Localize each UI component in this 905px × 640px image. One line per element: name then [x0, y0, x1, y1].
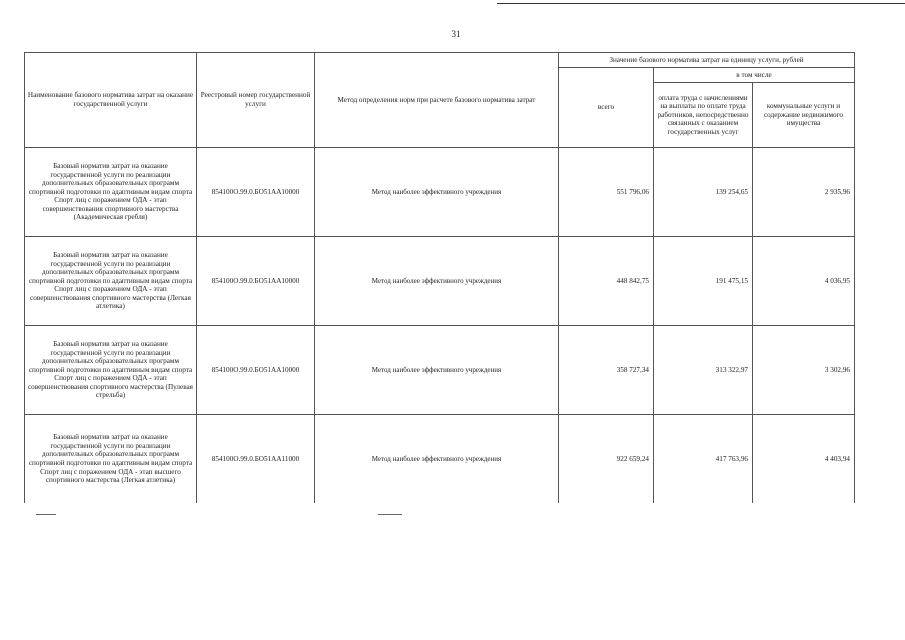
- row-reg-number: 854100О.99.0.БО51АА10000: [197, 326, 315, 415]
- row-labor: 417 763,96: [654, 415, 753, 504]
- row-total: 448 842,75: [559, 237, 654, 326]
- header-reg-number: Реестровый номер государственной услуги: [197, 53, 315, 148]
- row-labor: 313 322,97: [654, 326, 753, 415]
- row-name: Базовый норматив затрат на оказание государственной услуги по реализации дополнительных образовательных программ спортивной подготовки по адаптивным видам спорта Спорт лиц с поражением ОДА - этап совершенствования спортивного мастерства (Легкая атлетика): [25, 237, 197, 326]
- table-row: [25, 148, 855, 237]
- row-method: Метод наиболее эффективного учреждения: [315, 237, 559, 326]
- row-reg-number: 854100О.99.0.БО51АА11000: [197, 415, 315, 504]
- row-method: Метод наиболее эффективного учреждения: [315, 326, 559, 415]
- header-name: Наименование базового норматива затрат на оказание государственной услуги: [25, 53, 197, 148]
- row-reg-number: 854100О.99.0.БО51АА10000: [197, 237, 315, 326]
- scan-mark: [378, 514, 402, 515]
- top-rule: [497, 3, 905, 4]
- header-including: в том числе: [654, 68, 855, 83]
- header-total: всего: [559, 68, 654, 148]
- page-number: 31: [451, 29, 461, 39]
- header-labor: оплата труда с начислениями на выплаты по оплате труда работников, непосредственно связанных с оказанием государственных услуг: [654, 83, 753, 148]
- row-name: Базовый норматив затрат на оказание государственной услуги по реализации дополнительных образовательных программ спортивной подготовки по адаптивным видам спорта Спорт лиц с поражением ОДА - этап совершенствования спортивного мастерства (Пулевая стрельба): [25, 326, 197, 415]
- row-name: Базовый норматив затрат на оказание государственной услуги по реализации дополнительных образовательных программ спортивной подготовки по адаптивным видам спорта Спорт лиц с поражением ОДА - этап совершенствования спортивного мастерства (Академическая гребля): [25, 148, 197, 237]
- row-labor: 191 475,15: [654, 237, 753, 326]
- header-value-group: Значение базового норматива затрат на единицу услуги, рублей: [559, 53, 855, 68]
- row-total: 551 796,06: [559, 148, 654, 237]
- table-row: [25, 326, 855, 415]
- row-utilities: 3 302,96: [753, 326, 855, 415]
- row-method: Метод наиболее эффективного учреждения: [315, 148, 559, 237]
- table-row: [25, 237, 855, 326]
- header-utilities: коммунальные услуги и содержание недвижимого имущества: [753, 83, 855, 148]
- row-utilities: 2 935,96: [753, 148, 855, 237]
- cost-norms-table: [24, 52, 855, 503]
- row-utilities: 4 036,95: [753, 237, 855, 326]
- row-total: 922 659,24: [559, 415, 654, 504]
- row-labor: 139 254,65: [654, 148, 753, 237]
- row-reg-number: 854100О.99.0.БО51АА10000: [197, 148, 315, 237]
- scan-mark: [36, 514, 56, 515]
- row-total: 358 727,34: [559, 326, 654, 415]
- row-name: Базовый норматив затрат на оказание государственной услуги по реализации дополнительных образовательных программ спортивной подготовки по адаптивным видам спорта Спорт лиц с поражением ОДА - этап высшего спортивного мастерства (Легкая атлетика): [25, 415, 197, 504]
- row-method: Метод наиболее эффективного учреждения: [315, 415, 559, 504]
- row-utilities: 4 403,94: [753, 415, 855, 504]
- table-row: [25, 415, 855, 504]
- header-method: Метод определения норм при расчете базового норматива затрат: [315, 53, 559, 148]
